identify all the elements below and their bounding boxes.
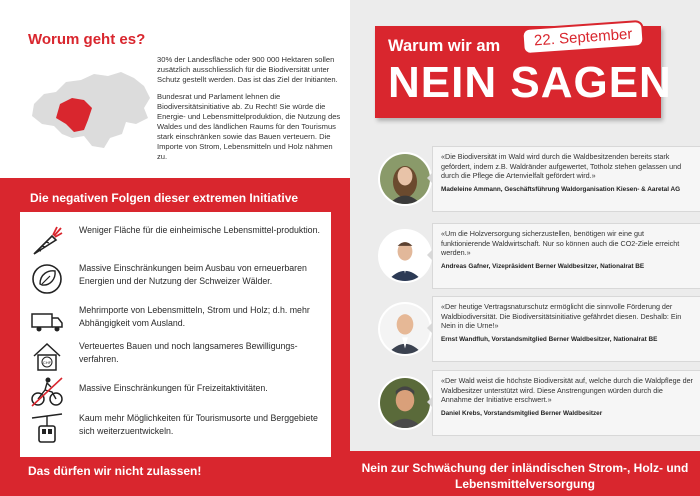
list-item-text: Mehrimporte von Lebensmitteln, Strom und Holz; d.h. mehr Abhängigkeit vom Ausland. (79, 305, 310, 328)
intro-text (157, 55, 342, 169)
list-item (30, 262, 325, 298)
bottom-slogan-right: Nein zur Schwächung der inländischen Strom-, Holz- und Lebensmittelversorgung (361, 461, 689, 491)
carrot-icon (30, 224, 64, 258)
cyclist-icon (30, 374, 64, 408)
list-item (30, 374, 325, 410)
consequences-title: Die negativen Folgen dieser extremen Initiative (30, 191, 299, 205)
energy-leaf-icon (30, 262, 64, 296)
list-item-text: Kaum mehr Möglichkeiten für Tourismusorte und Berggebiete sich weiterzuentwickeln. (79, 413, 318, 436)
quote-card (372, 370, 693, 436)
quote-text: «Die Biodiversität im Wald wird durch die Waldbesitzenden bereits stark gefördert, indem z.B. Waldränder aufgewertet, Totholz stehen gelassen und durch die Pflege die Artenvielfalt gefördert wird.» (441, 152, 682, 181)
quote-bubble (432, 370, 700, 436)
quote-text: «Der Wald weist die höchste Biodiversität auf, welche durch die Waldpflege der Waldbesitzer unterstützt wird. Diese Anstrengungen würden durch die Annahme der Initiative erschwert.» (441, 376, 693, 405)
list-item (30, 412, 325, 448)
avatar (378, 302, 432, 356)
headline-line1: Warum wir am (388, 37, 501, 55)
quote-author: Madeleine Ammann, Geschäftsführung Waldorganisation Kiesen- & Aaretal AG (441, 185, 681, 193)
quote-card (372, 296, 688, 362)
quote-author: Andreas Gafner, Vizepräsident Berner Waldbesitzer, Nationalrat BE (441, 262, 645, 270)
quote-bubble (432, 223, 700, 289)
quote-bubble (432, 146, 700, 212)
headline-big: NEIN SAGEN (388, 58, 672, 107)
truck-icon (30, 304, 64, 338)
svg-text:CHF: CHF (42, 360, 52, 365)
section-title-worum: Worum geht es? (28, 31, 146, 48)
quote-card (372, 223, 688, 289)
bottom-slogan-left: Das dürfen wir nicht zulassen! (28, 464, 202, 478)
date-tag: 22. September (521, 20, 645, 55)
list-item-text: Massive Einschränkungen beim Ausbau von erneuerbaren Energien und der Nutzung der Schweizer Wälder. (79, 263, 307, 286)
list-item (30, 340, 325, 376)
cable-car-icon (30, 412, 64, 446)
consequences-list (20, 212, 331, 457)
quote-text: «Um die Holzversorgung sicherzustellen, benötigen wir eine gut funktionierende Waldwirtschaft. Nur so können auch die CO2-Ziele erreicht werden.» (441, 229, 680, 258)
quote-text: «Der heutige Vertragsnaturschutz ermöglicht die sinnvolle Förderung der Waldbiodiversität. Die Biodiversitätsinitiative gefährdet diesen. Deshalb: Ein Nein in die Urne!» (441, 302, 682, 331)
list-item (30, 224, 325, 260)
quote-author: Daniel Krebs, Vorstandsmitglied Berner Waldbesitzer (441, 409, 603, 417)
house-chf-icon (30, 340, 64, 374)
avatar (378, 152, 432, 206)
intro-paragraph-1: 30% der Landesfläche oder 900 000 Hektaren sollen zusätzlich ausschliesslich für die Biodiversität unter Schutz gestellt werden. Das ist das Ziel der Initianten. (157, 55, 338, 84)
quote-author: Ernst Wandfluh, Vorstandsmitglied Berner Waldbesitzer, Nationalrat BE (441, 335, 658, 343)
list-item-text: Massive Einschränkungen für Freizeitaktivitäten. (79, 383, 268, 393)
list-item-text: Verteuertes Bauen und noch langsameres Bewilligungs-verfahren. (79, 341, 298, 364)
intro-paragraph-2: Bundesrat und Parlament lehnen die Biodiversitätsinitiative ab. Zu Recht! Sie würde die Energie- und Lebensmittelproduktion, die Nutzung des Waldes und des ländlichen Raums für den Tourismus stark einschränken sowie das Bauen verteuern. Die Importe von Strom, Lebensmitteln und Holz nähmen zu. (157, 92, 341, 161)
avatar (378, 229, 432, 283)
switzerland-map (26, 64, 156, 154)
list-item-text: Weniger Fläche für die einheimische Lebensmittel-produktion. (79, 225, 320, 235)
list-item (30, 304, 325, 340)
quote-bubble (432, 296, 700, 362)
quote-card (372, 146, 688, 212)
avatar (378, 376, 432, 430)
